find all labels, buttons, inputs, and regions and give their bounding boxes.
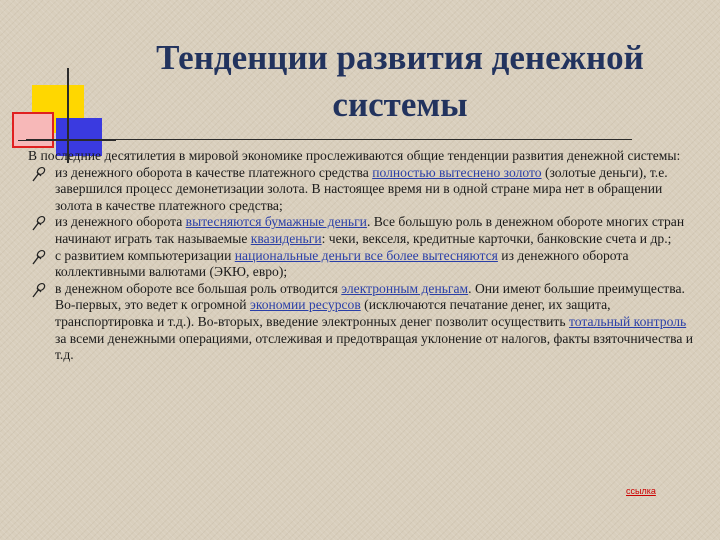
link-quasi-money[interactable]: квазиденьги: [250, 230, 322, 246]
bullet4-text-mid2: (исключаются печатание денег, их защита, транспортировка и т.д.). Во-вторых, введение электронных денег позволит осуществить: [55, 297, 611, 329]
title-line-2: системы: [332, 85, 468, 124]
bullet-item-national-currency: [28, 248, 698, 281]
pushpin-icon: [30, 166, 46, 182]
intro-paragraph: В последние десятилетия в мировой экономике прослеживаются общие тенденции развития денежной системы:: [28, 148, 681, 163]
link-resource-savings[interactable]: экономии ресурсов: [249, 297, 361, 313]
bullet4-text-post: за всеми денежными операциями, отслеживая и предотвращая уклонение от налогов, факты взяточничества и т.д.: [55, 330, 694, 363]
pushpin-icon: [30, 215, 46, 231]
source-link[interactable]: ссылка: [626, 486, 656, 496]
slide-body: [28, 148, 698, 364]
slide-title: [100, 34, 700, 128]
link-gold-displaced[interactable]: полностью вытеснено золото: [372, 164, 542, 180]
bullet2-text-post: : чеки, векселя, кредитные карточки, банковские счета и др.;: [321, 230, 672, 246]
pushpin-icon: [30, 282, 46, 298]
title-underline: [26, 139, 632, 140]
bullet1-text-post: (золотые деньги), т.е. завершился процесс демонетизации золота. В настоящее время ни в одной стране мира нет в обращении золота в качестве платежного средства;: [55, 164, 668, 213]
bullet2-text-mid: . Все большую роль в денежном обороте многих стран начинают играть так называемые: [55, 214, 685, 246]
title-line-1: Тенденции развития денежной: [156, 38, 644, 77]
bullet1-text-pre: из денежного оборота в качестве платежного средства: [55, 164, 373, 180]
bullet2-text-pre: из денежного оборота: [55, 214, 186, 230]
bullet-item-gold: [28, 165, 698, 215]
link-total-control[interactable]: тотальный контроль: [568, 313, 687, 329]
bullet3-text-pre: с развитием компьютеризации: [55, 247, 235, 263]
bullet-item-paper-money: [28, 214, 698, 247]
pink-square: [12, 112, 54, 148]
bullet4-text-pre: в денежном обороте все большая роль отводится: [55, 280, 342, 296]
bullet4-text-mid1: . Они имеют большие преимущества. Во-первых, это ведет к огромной: [55, 280, 685, 313]
link-national-money[interactable]: национальные деньги все более вытесняются: [234, 247, 498, 263]
link-paper-money[interactable]: вытесняются бумажные деньги: [185, 214, 367, 230]
bullet-item-electronic-money: [28, 281, 698, 364]
bullet3-text-post: из денежного оборота коллективными валютами (ЭКЮ, евро);: [55, 247, 629, 280]
pushpin-icon: [30, 249, 46, 265]
link-electronic-money[interactable]: электронным деньгам: [341, 280, 469, 296]
horizontal-rule: [18, 140, 116, 141]
